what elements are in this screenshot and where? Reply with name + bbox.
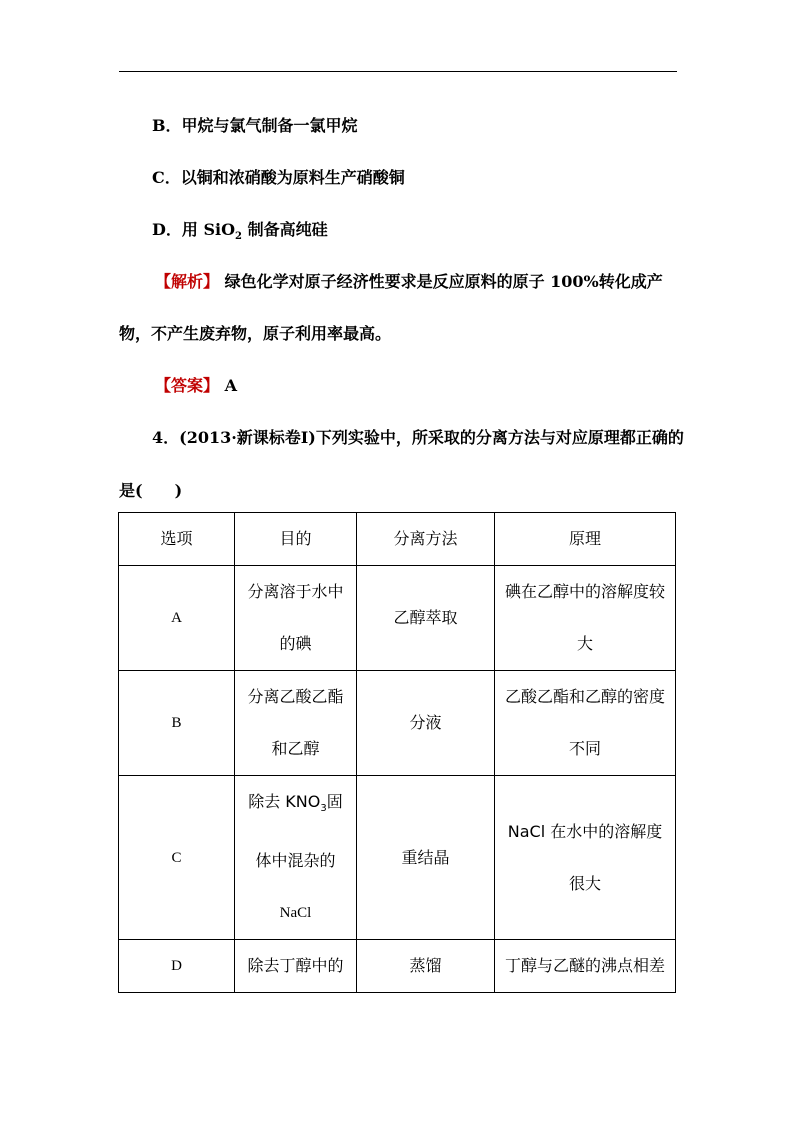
- row-method: 分液: [357, 671, 495, 776]
- answer-tag: 【答案】: [155, 376, 220, 395]
- row-method: 蒸馏: [357, 940, 495, 993]
- row-principle: 乙酸乙酯和乙醇的密度 不同: [495, 671, 676, 776]
- row-principle: 丁醇与乙醚的沸点相差: [495, 940, 676, 993]
- header-option: 选项: [119, 513, 235, 566]
- table-row: [119, 566, 676, 671]
- option-c: C．以铜和浓硝酸为原料生产硝酸铜: [152, 168, 405, 187]
- question-4-line-2: 是( ): [119, 481, 183, 500]
- row-principle: NaCl 在水中的溶解度 很大: [495, 776, 676, 940]
- row-principle: 碘在乙醇中的溶解度较 大: [495, 566, 676, 671]
- row-method: 重结晶: [357, 776, 495, 940]
- question-4-line-1: 4．(2013·新课标卷Ⅰ)下列实验中，所采取的分离方法与对应原理都正确的: [152, 428, 684, 447]
- header-method: 分离方法: [357, 513, 495, 566]
- row-option: D: [119, 940, 235, 993]
- table-row: [119, 671, 676, 776]
- row-option: A: [119, 566, 235, 671]
- table-header-row: [119, 513, 676, 566]
- row-purpose: 分离溶于水中 的碘: [235, 566, 357, 671]
- header-rule: [119, 71, 677, 72]
- analysis-line-1: 【解析】 绿色化学对原子经济性要求是反应原料的原子 100%转化成产: [155, 272, 663, 291]
- answer-line: 【答案】 A: [155, 376, 237, 395]
- analysis-line-2: 物，不产生废弃物，原子利用率最高。: [119, 324, 392, 343]
- option-d: D．用 SiO$_2$ 制备高纯硅: [152, 220, 328, 243]
- row-purpose: 分离乙酸乙酯 和乙醇: [235, 671, 357, 776]
- header-purpose: 目的: [235, 513, 357, 566]
- row-method: 乙醇萃取: [357, 566, 495, 671]
- row-option: B: [119, 671, 235, 776]
- row-purpose: 除去 $KNO_3$固 体中混杂的 NaCl: [235, 776, 357, 940]
- header-principle: 原理: [495, 513, 676, 566]
- separation-methods-table: [118, 512, 676, 993]
- option-b: B．甲烷与氯气制备一氯甲烷: [152, 116, 358, 135]
- row-option: C: [119, 776, 235, 940]
- table-row: [119, 776, 676, 940]
- row-purpose: 除去丁醇中的: [235, 940, 357, 993]
- table-row: [119, 940, 676, 993]
- analysis-tag: 【解析】: [155, 272, 220, 291]
